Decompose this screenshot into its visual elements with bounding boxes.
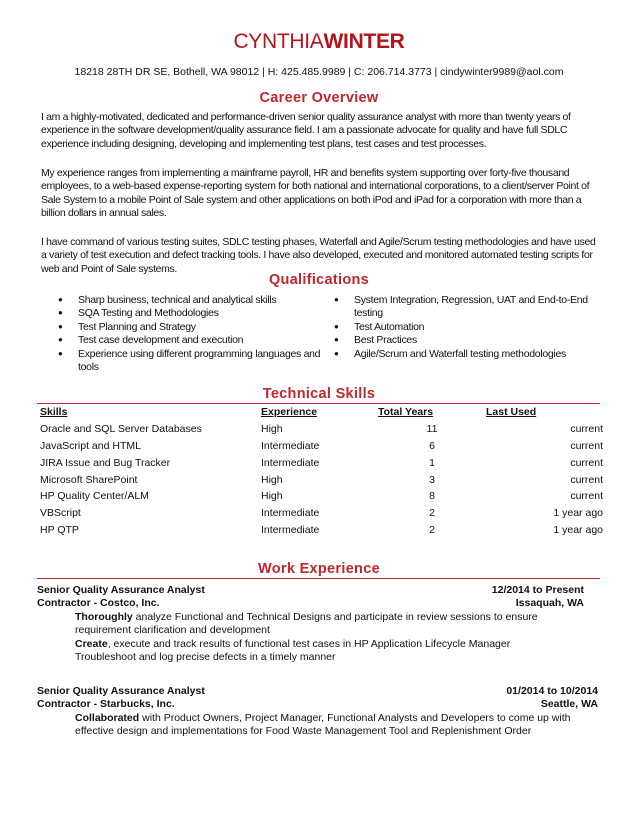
skills-table (40, 404, 603, 538)
list-item: ● Agile/Scrum and Waterfall testing methodologies (334, 348, 594, 361)
lead-word: Thoroughly (75, 611, 133, 623)
table-cell: 2 (429, 507, 435, 520)
qualifications-list-right (334, 294, 594, 361)
column-header: Skills (40, 406, 68, 419)
table-cell: 11 (426, 423, 438, 436)
table-cell: JavaScript and HTML (40, 439, 141, 452)
table-row (40, 454, 603, 471)
table-cell: Oracle and SQL Server Databases (40, 423, 202, 436)
first-name: CYNTHIA (233, 30, 324, 53)
table-cell: VBScript (40, 507, 81, 520)
overview-paragraph-2: My experience ranges from implementing a mainframe payroll, HR and benefits system supporting over forty-five thousand employees, to a web-based expense-reporting system for both national and international corporations, to a client/server Point of Sale System to a mobile Point of Sale system and other applications on both iPod and iPad for a corporation with more than a billion dollars in annual sales. (41, 167, 590, 220)
table-cell: 2 (429, 523, 435, 536)
column-header: Total Years (378, 406, 434, 419)
table-cell: High (261, 423, 283, 436)
list-item: ● Best Practices (334, 334, 594, 347)
job-location: Issaquah, WA (515, 597, 584, 609)
table-cell: JIRA Issue and Bug Tracker (40, 456, 171, 469)
job-company: Contractor - Starbucks, Inc. (37, 698, 175, 710)
description-line (75, 651, 595, 664)
table-cell: 1 year ago (553, 507, 603, 520)
table-row (40, 438, 603, 455)
table-cell: 8 (429, 490, 435, 503)
job-dates: 01/2014 to 10/2014 (506, 685, 598, 697)
table-cell: 1 year ago (553, 523, 603, 536)
job-role: Senior Quality Assurance Analyst (37, 584, 205, 596)
table-row (40, 488, 603, 505)
description-line (75, 611, 595, 638)
description-text: with Product Owners, Project Manager, Functional Analysts and Developers to come up with effective design and implementations for Food Waste Management Tool and Replenishment Order (75, 712, 571, 738)
table-cell: High (261, 490, 283, 503)
column-header: Last Used (486, 406, 537, 419)
job-description (75, 611, 595, 665)
table-cell: current (570, 490, 603, 503)
lead-word: Create (75, 637, 108, 650)
list-item: ● SQA Testing and Methodologies (58, 307, 323, 320)
table-cell: HP Quality Center/ALM (40, 490, 149, 503)
table-header-row (40, 404, 603, 421)
overview-paragraph-3: I have command of various testing suites, SDLC testing phases, Waterfall and Agile/Scrum testing methodologies and have used a variety of test execution and defect tracking tools. I have also developed, executed and monitored automated testing scripts for web and Point of Sale systems. (41, 236, 596, 275)
contact-line: 18218 28TH DR SE, Bothell, WA 98012 | H: 425.485.9989 | C: 206.714.3773 | cindywinter9989@aol.com (74, 66, 564, 78)
description-line (75, 638, 595, 651)
table-cell: HP QTP (40, 523, 79, 536)
work-experience-heading: Work Experience (258, 561, 380, 577)
table-row (40, 505, 603, 522)
table-cell: current (570, 439, 603, 452)
table-row (40, 522, 603, 539)
column-header: Experience (261, 406, 318, 419)
list-item: ● Experience using different programming languages and tools (58, 348, 323, 375)
list-item: ● Test case development and execution (58, 334, 323, 347)
last-name: WINTER (323, 30, 405, 53)
qualifications-heading: Qualifications (268, 272, 370, 288)
table-cell: current (570, 456, 603, 469)
job-title-row (37, 685, 600, 697)
section-divider (37, 578, 600, 579)
table-cell: 3 (429, 473, 435, 486)
table-cell: Intermediate (261, 439, 320, 452)
career-overview-heading: Career Overview (259, 90, 379, 106)
description-text: analyze Functional and Technical Designs and participate in review sessions to ensure requirement clarification and development (75, 611, 538, 637)
technical-skills-heading: Technical Skills (262, 386, 376, 402)
table-cell: Intermediate (261, 456, 320, 469)
table-cell: 6 (429, 439, 435, 452)
job-company-row (37, 597, 600, 609)
list-item: ● Test Automation (334, 321, 594, 334)
job-dates: 12/2014 to Present (491, 584, 584, 596)
list-item: ● Sharp business, technical and analytical skills (58, 294, 323, 307)
job-description (75, 712, 595, 739)
table-cell: current (570, 473, 603, 486)
description-line (75, 712, 595, 739)
table-cell: Microsoft SharePoint (40, 473, 138, 486)
job-title-row (37, 584, 600, 596)
job-company-row (37, 698, 600, 710)
table-cell: High (261, 473, 283, 486)
overview-paragraph-1: I am a highly-motivated, dedicated and performance-driven senior quality assurance analyst with more than twenty years of experience in the software development/quality assurance field. I am a passionate advocate for quality and have full SDLC experience including designing, developing and implementing test plans, test cases and test processes. (41, 111, 571, 150)
job-company: Contractor - Costco, Inc. (37, 597, 160, 609)
lead-word: Collaborated (75, 712, 140, 724)
table-cell: 1 (429, 456, 435, 469)
job-role: Senior Quality Assurance Analyst (37, 685, 205, 697)
qualifications-list-left (58, 294, 323, 374)
table-cell: Intermediate (261, 507, 320, 520)
table-row (40, 471, 603, 488)
description-text: Troubleshoot and log precise defects in a timely manner (75, 651, 336, 664)
table-cell: current (570, 423, 603, 436)
list-item: ● Test Planning and Strategy (58, 321, 323, 334)
list-item: ● System Integration, Regression, UAT and End-to-End testing (334, 294, 594, 321)
candidate-name (0, 30, 638, 54)
table-row (40, 421, 603, 438)
description-text: , execute and track results of functional test cases in HP Application Lifecycle Manager (107, 637, 511, 650)
table-cell: Intermediate (261, 523, 320, 536)
job-location: Seattle, WA (540, 698, 598, 710)
